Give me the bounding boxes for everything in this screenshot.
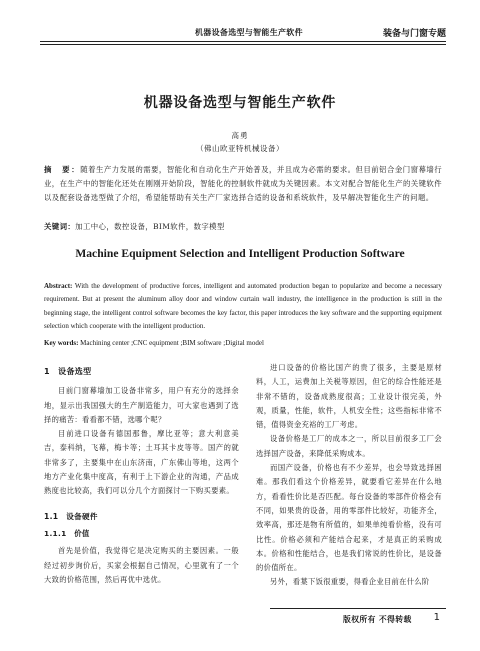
section-heading-1: 1 设备选型 [44,367,92,376]
body-paragraph: 目前门窗幕墙加工设备非常多，用户有充分的选择余地，显示出我国强大的生产制造能力，可大家也遇到了选择的痛苦：看看都不错，选哪个呢？ [44,386,239,424]
running-header-section: 装备与门窗专题 [382,29,446,39]
keywords-text: 加工中心，数控设备，BIM软件，数字模型 [75,222,225,231]
keywords-label: 关键词： [44,222,76,231]
body-paragraph: 另外，看葉下饭很重要，得看企业目前在什么阶 [270,577,430,587]
page-number: 1 [433,612,440,623]
body-paragraph: 而国产设备，价格也有不少差异，也会导致选择困难。那我们看这个价格差异，就要看它差异在什么地方，看看性价比是否匹配。每台设备的零部件价格会有不同，如果贵的设备，用的零部件比较好，功能齐全，效率高，那还是物有所值的，如果单纯看价格，没有可比性。价格必须和产能结合起来，才是真正的采购成本。价格和性能结合，也是我们常说的性价比，是设备的价值所在。 [256,463,442,573]
keywords-english-label: Key words: [44,339,79,347]
body-paragraph: 设备价格是工厂的成本之一，所以目前很多工厂会选择国产设备，来降低采购成本。 [256,434,442,458]
abstract-english [44,280,442,334]
body-column-left [44,361,239,587]
abstract-english-text: With the development of productive forces, intelligent and automated production began to popularize and become a necessary requirement. But at present the aluminum alloy door and window curtain wall industry, the intelligence in the production is still in the beginning stage, the intelligent control software becomes the key factor, this paper introduces the key software and the supporting equipment selection which cooperate with the intelligent production. [44,282,442,331]
body-column-right [256,361,442,590]
running-header-title: 机器设备选型与智能生产软件 [195,27,303,37]
abstract-text: 随着生产力发展的需要，智能化和自动化生产开始普及，并且成为必需的要求。但目前铝合金门窗幕墙行业，在生产中的智能化还处在刚刚开始阶段，智能化的控制软件就成为关键因素。本文对配合智能化生产的关键软件以及配套设备选型做了介绍，希望能帮助有关生产厂家选择合适的设备和系统软件，及早解决智能化生产的问题。 [44,165,442,202]
keywords-english-text: Machining center ;CNC equipment ;BIM software ;Digital model [80,339,264,347]
running-header [40,26,446,42]
section-heading-1-1: 1.1 设备硬件 [44,511,98,521]
abstract-chinese [44,163,442,204]
article-title: 机器设备选型与智能生产软件 [143,95,337,111]
section-heading-1-1-1: 1.1.1 价值 [44,528,90,538]
article-title-english: Machine Equipment Selection and Intelligent Production Software [75,247,405,260]
footer-rule [270,608,446,609]
header-rule-secondary [40,44,446,45]
abstract-label: 摘 要： [44,165,81,174]
article-author: 高勇 [231,131,249,140]
body-paragraph: 目前进口设备有德国那鲁，摩比亚等；意大利意美吉，泰科纳，飞幕，梅卡等；土耳其卡皮等等。国产的就非常多了，主要集中在山东济南，广东佛山等地，这两个地方产业化集中度高，有利于上下游企业的沟通，产品成熟度也比较高，我们可以分几个方面探讨一下购买要素。 [44,429,239,496]
keywords-english [44,337,442,350]
body-paragraph: 进口设备的价格比国产的贵了很多，主要是原材料，人工，运费加上关税等原因，但它的综合性能还是非常不错的，设备成熟度很高；工业设计很完美，外观，质量，性能，软件，人机安全性；这些指标非常不错，值得资金充裕的工厂考虑。 [256,363,442,430]
copyright-note: 版权所有 不得转载 [343,615,412,624]
keywords-chinese [44,220,442,233]
header-rule [40,41,446,42]
abstract-english-label: Abstract: [44,282,73,290]
author-affiliation: （佛山欧亚特机械设备） [196,144,284,153]
body-paragraph: 首先是价值，我觉得它是决定购买的主要因素。一般经过初步询价后，买家会根据自己情况，心里就有了一个大致的价格范围，然后再优中选优。 [44,546,239,584]
